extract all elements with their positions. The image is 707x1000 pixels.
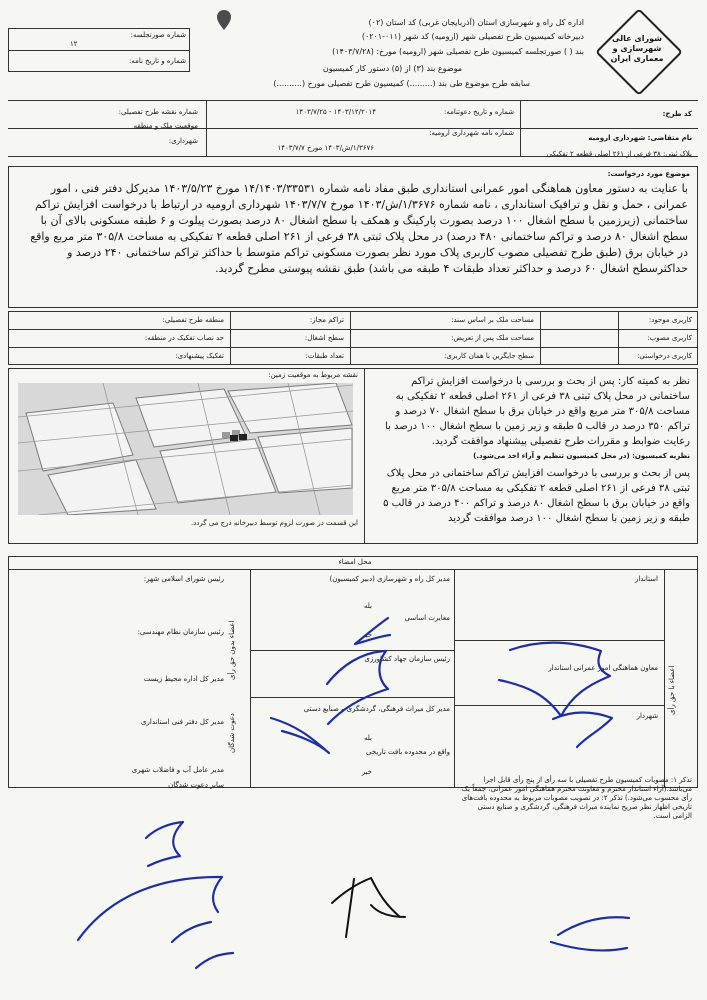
existing-use: کاربری موجود: [648, 316, 692, 324]
middle-role-7: واقع در محدوده بافت تاریخی [366, 748, 450, 756]
density: تراکم مجاز: [309, 316, 344, 324]
session-no: ۱۲ [70, 40, 78, 48]
area-doc: مساحت ملک بر اساس سند: [451, 316, 534, 324]
middle-role-6: مدیر کل میراث فرهنگی، گردشگری و صنایع دستی [303, 705, 450, 713]
min-split: حد نصاب تفکیک در منطقه: [144, 334, 224, 342]
municipality-label: شهرداری: [168, 137, 198, 145]
map-title: نقشه مربوط به موقعیت زمین: [268, 371, 358, 379]
invite-label: شماره و تاریخ دعوتنامه: [443, 108, 514, 116]
header-line-4: موضوع بند (۳) از (۵) دستور کار کمیسیون [322, 64, 462, 73]
approved-use: کاربری مصوب: [647, 334, 692, 342]
applicant-label: نام متقاضی: شهرداری ارومیه [588, 134, 692, 142]
top-mark [212, 8, 236, 32]
left-side-label-2: دعوت شدگان [228, 713, 236, 753]
header-line-3: بند ( ) صورتجلسه کمیسیون طرح تفصیلی شهر (ارومیه) مورخ: (۱۴۰۳/۷/۲۸) [332, 47, 584, 56]
commission-text: پس از بحث و بررسی با درخواست افزایش تراکم ساختمانی در محل پلاک ثبتی ۳۸ فرعی از ۲۶۱ اصلی قطعه ۲ تفکیکی به مساحت ۳۰۵/۸ متر مربع واقع در خیابان برق با سطح اشغال ۸۰ درصد و تراکم ۴۰۰ درصد در قالب ۵ طبقه و زیر زمین با سطح اشغال ۱۰۰ درصد موافقت گردید [383, 468, 690, 524]
detail-zone: منطقه طرح تفصیلی: [162, 316, 224, 324]
floors: تعداد طبقات: [305, 352, 344, 360]
letter-value: ۱/۳۶۷۶/ش/۱۴۰۳ مورخ ۱۴۰۳/۷/۷ [277, 144, 374, 152]
middle-role-5: رئیس سازمان جهاد کشاورزی [364, 655, 450, 663]
left-side-label-1: اعضاء بدون حق رأی [228, 620, 236, 680]
requested-use: کاربری درخواستی: [637, 352, 692, 360]
right-side-label: اعضاء با حق رأی [668, 665, 676, 715]
invite-value: ۱۴۰۳/۷/۲۵ - ۱۴۰۳/۱۲/۲۰۱۴ [295, 108, 376, 116]
left-role-5: مدیر عامل آب و فاضلاب شهری [131, 766, 224, 774]
plan-no-label: شماره نقشه طرح تفصیلی: [118, 108, 198, 116]
commission-title: نظریه کمیسیون: (در محل کمیسیون تنظیم و آراء اخذ می‌شود.) [473, 452, 690, 460]
request-title: موضوع مورد درخواست: [607, 170, 690, 178]
location-label: موقعیت ملک و منطقه [133, 122, 198, 130]
project-code-label: کد طرح: [662, 110, 692, 118]
request-text: با عنایت به دستور معاون هماهنگی امور عمرانی استانداری طبق مفاد نامه شماره ۱۴/۱۴۰۳/۳۳۵۳۱ مورخ ۱۴۰۳/۵/۲۳ مدیرکل دفتر فنی ، امور عمرانی ، حمل و نقل و ترافیک استانداری ، نامه شماره ۱/۳۶۷۶/ش/۱۴۰۳ مورخ ۱۴۰۳/۷/۷ شهرداری ارومیه در ارتباط با درخواست افزایش تراکم ساختمانی (زیرزمین با سطح اشغال ۱۰۰ درصد بصورت پارکینگ و همکف با سطح اشغال ۸۰ درصد بصورت پیلوت و ۶ طبقه مسکونی بالای آن با سطح اشغال ۸۰ درصد و تراکم ساختمانی ۴۸۰ درصد) در محل پلاک ثبتی ۳۸ فرعی از ۲۶۱ اصلی قطعه ۲ تفکیکی به مساحت ۳۰۵/۸ متر مربع واقع در خیابان برق (طبق طرح تفصیلی مصوب کاربری پلاک مورد نظر بصورت مسکونی تراکم متوسط با حداکثر تراکم ساختمانی ۲۴۰ درصد و حداکثرسطح اشغال ۶۰ درصد و حداکثر تعداد طبقات ۴ طبقه می باشد) طبق نقشه پیوستی مطرح گردید. [30, 182, 688, 275]
header-line-2: دبیرخانه کمیسیون طرح تفصیلی شهر (ارومیه) کد شهر (۰۱۱-۰۲۰۱) [361, 32, 584, 41]
proposed-split: تفکیک پیشنهادی: [175, 352, 224, 360]
logo [602, 16, 672, 88]
location-map [18, 383, 353, 515]
left-role-2: رئیس سازمان نظام مهندسی: [137, 628, 224, 636]
area-after: مساحت ملک پس از تعریض: [451, 334, 534, 342]
right-role-2: معاون هماهنگی امور عمرانی استاندار [548, 664, 658, 672]
logo-text: شورای عالی شهرسازی و معماری ایران [610, 34, 664, 63]
left-role-1: رئیس شورای اسلامی شهر: [143, 575, 224, 583]
signature-note: تذکر ۱: مصوبات کمیسیون طرح تفصیلی با سه رأی از پنج رأی قابل اجرا می‌باشد.(آراء استاندار محترم و معاونت محترم هماهنگی امور عمرانی، جمعاً یک رأی محسوب می‌شود.) تذکر ۲: در تصویب مصوبات مربوط به محدوده بافت‌های تاریخی اظهار نظر صریح نماینده میراث فرهنگی، گردشگری و صنایع دستی الزامی است. [461, 776, 692, 820]
parcel-label: پلاک ثبتی: ۳۸ فرعی از ۲۶۱ اصلی قطعه ۲ تفکیکی [546, 150, 692, 158]
right-role-1: استاندار [634, 575, 658, 583]
middle-role-2: مغایرت اساسی [404, 614, 450, 622]
left-role-4: مدیر کل دفتر فنی استانداری [141, 718, 224, 726]
middle-role-4: خیر [361, 631, 372, 639]
map-note: این قسمت در صورت لزوم توسط دبیرخانه درج می گردد. [190, 519, 358, 527]
left-role-3: مدیر کل اداره محیط زیست [143, 675, 224, 683]
middle-role-8: بله [363, 734, 372, 742]
middle-role-9: خیر [361, 768, 372, 776]
middle-role-1: مدیر کل راه و شهرسازی (دبیر کمیسیون) [329, 575, 450, 583]
signature-title: محل امضاء [338, 558, 372, 566]
header-line-5: سابقه طرح موضوع طی بند (.........) کمیسیون طرح تفصیلی مورخ (..........) [273, 79, 530, 88]
date-label: شماره و تاریخ نامه: [128, 57, 186, 65]
coverage: سطح اشغال: [304, 334, 344, 342]
right-role-3: شهردار [636, 712, 658, 720]
alt-area: سطح جایگزین با همان کاربری: [443, 352, 534, 360]
left-role-6: سایر دعوت شدگان [168, 781, 224, 789]
header-line-1: اداره کل راه و شهرسازی استان (آذربایجان غربی) کد استان (۰۲) [368, 18, 584, 27]
middle-role-3: بله [363, 602, 372, 610]
letter-label: شماره نامه شهرداری ارومیه: [429, 129, 514, 137]
session-no-label: شماره صورتجلسه: [130, 31, 186, 39]
committee-text: نظر به کمیته کار: پس از بحث و بررسی با درخواست افزایش تراکم ساختمانی در محل پلاک ثبتی ۳۸ فرعی از ۲۶۱ اصلی قطعه ۲ تفکیکی به مساحت ۳۰۵/۸ متر مربع واقع در خیابان برق با سطح اشغال ۷۰ درصد و تراکم ۳۵۰ درصد در قالب ۵ طبقه و زیر زمین با سطح اشغال ۱۰۰ درصد با رعایت ضوابط و مقررات طرح تفصیلی پیشنهاد موافقت گردید. [384, 376, 690, 447]
